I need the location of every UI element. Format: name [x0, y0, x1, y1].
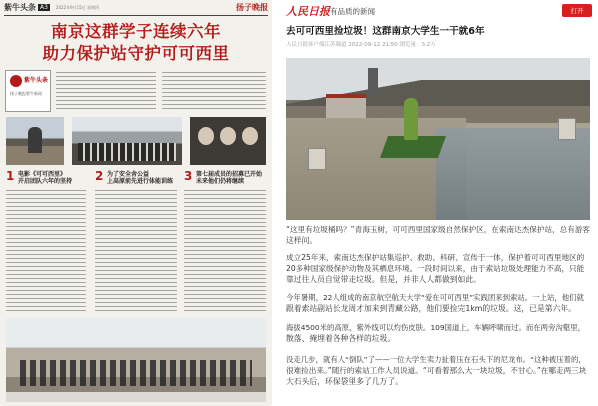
news-app-article [278, 0, 598, 406]
open-app-button[interactable]: 打开 [562, 4, 592, 17]
headline-line-2: 助力保护站守护可可西里 [42, 44, 230, 63]
article-paragraph: 今年暑期，22人组成的南京航空航天大学“爱在可可西里”实践团来到索站。一上站，他们就 跟着索站副站长龙周才加来到青藏公路，他们要捡完1km的垃圾。这，已是第六年。 [286, 293, 584, 314]
byline-name: 紫牛头条 [24, 77, 49, 84]
article-paragraph: 没走几步，就有人“倒队”了——一位大学生卖力扯着压在石头下的尼龙布。“这种被压着的， 很难捡出来。”随行的索站工作人员说道。“可看着那么大一块垃圾，不甘心。”在哪走两三块 大石头后，环保袋里多了几万了。 [286, 355, 587, 387]
app-top-bar [278, 0, 598, 20]
section-title: 为了安全舍公益 上高原前先进行体能训练 [107, 171, 174, 185]
newspaper-page [0, 0, 272, 406]
newspaper-headline [4, 21, 268, 65]
byline-sub: 扬子晚报紫牛新闻 [10, 91, 42, 96]
article-text-column [184, 190, 266, 314]
headline-line-1: 南京这群学子连续六年 [51, 22, 221, 41]
header-divider [4, 15, 268, 16]
app-logo: 人民日报 [286, 5, 330, 18]
app-tagline: 有品质的新闻 [330, 7, 375, 16]
section-title: 电影《可可西里》 开启团队六年的坚持 [18, 171, 73, 185]
newspaper-page-number: A3 [40, 3, 48, 11]
photo-monument [6, 117, 64, 165]
section-title: 第七届成员的招募已开始 未来他们仍将继续 [196, 171, 263, 185]
article-meta: 人民日报客户端江苏频道 2022-09-12 21:50 浏览量：3.2万 [286, 42, 436, 48]
article-text-column [95, 190, 177, 314]
article-text-block [162, 72, 266, 112]
article-paragraph: 海拔4500米的高原，紫外线可以灼伤皮肤。109国道上，车辆呼啸而过。而在两旁沟壑里， 散落、掩埋着各种各样的垃圾。 [286, 323, 585, 344]
article-text-column [6, 190, 86, 314]
photo-group [72, 117, 182, 165]
article-title: 去可可西里捡垃圾！这群南京大学生一干就6年 [286, 26, 485, 37]
newspaper-header-meta: 2022年9月15日 星期四 [55, 4, 100, 10]
article-paragraph: “这里有垃圾桶吗？”青海玉树，可可西里国家级自然保护区，在索南达杰保护站，总有游客 这样问。 [286, 225, 591, 246]
newspaper-column-name: 紫牛头条 [4, 2, 36, 12]
section-number: 3 [184, 169, 193, 183]
photo-portraits [190, 117, 266, 165]
photo-group-bottom [6, 318, 266, 402]
newspaper-brand: 扬子晚报 [236, 1, 268, 12]
section-number: 1 [6, 169, 15, 183]
byline-box [5, 70, 51, 112]
byline-logo-icon [10, 75, 22, 87]
article-paragraph: 成立25年来，索南达杰保护站集巡护、救助、科研、宣传于一体，保护着可可西里地区的 20多种国家级保护动物及其栖息环境。一段时间以来，由于索站垃圾处理能力不高，只能 靠过往人员自觉带走垃圾。但是，并非人人都做到如此。 [286, 253, 585, 285]
article-text-block [56, 72, 156, 112]
section-number: 2 [95, 169, 104, 183]
article-hero-image [286, 58, 590, 220]
newspaper-header [0, 0, 272, 14]
